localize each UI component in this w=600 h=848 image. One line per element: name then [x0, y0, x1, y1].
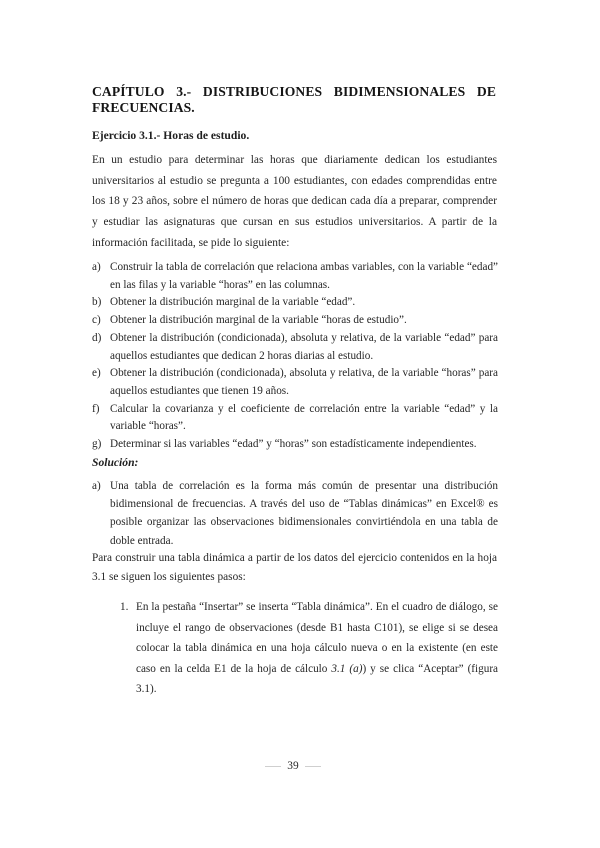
task-item-c — [92, 312, 498, 330]
list-marker: d) — [92, 331, 102, 344]
exercise-task-list — [92, 259, 498, 454]
task-item-e — [92, 365, 498, 400]
task-text: Obtener la distribución (condicionada), absoluta y relativa, de la variable “edad” para aquellos estudiantes que dedican 2 horas diarias al estudio. — [110, 331, 498, 362]
task-item-f — [92, 401, 498, 436]
page-number-value: 39 — [287, 760, 299, 772]
task-text: Obtener la distribución marginal de la variable “edad”. — [110, 296, 356, 309]
step-text-after: ) y se clica “Aceptar” (figura 3.1). — [136, 662, 499, 695]
task-item-b — [92, 294, 498, 312]
footer-rule-right — [305, 766, 321, 767]
list-marker: 1. — [120, 601, 129, 613]
task-text: Obtener la distribución (condicionada), absoluta y relativa, de la variable “horas” para aquellos estudiantes que tienen 19 años. — [110, 367, 498, 397]
page-number — [0, 760, 586, 772]
task-text: Obtener la distribución marginal de la variable “horas de estudio”. — [110, 314, 407, 327]
list-marker: e) — [92, 367, 101, 380]
list-marker: a) — [92, 261, 101, 273]
task-text: Determinar si las variables “edad” y “horas” son estadísticamente independientes. — [110, 438, 477, 451]
step-item-1 — [120, 597, 498, 700]
task-item-g — [92, 436, 498, 454]
solution-title: Solución: — [92, 456, 139, 469]
step-text-before: En la pestaña “Insertar” se inserta “Tabla dinámica”. En el cuadro de diálogo, se incluye el rango de observaciones (desde B1 hasta C101), se elige si se desea colocar la tabla dinámica en una hoja cálculo nueva o en la existente (en este caso en la celda E1 de la hoja de cálculo — [136, 601, 498, 675]
task-item-a — [92, 259, 498, 294]
task-text: Construir la tabla de correlación que relaciona ambas variables, con la variable “edad” en las filas y la variable “horas” en las columnas. — [110, 261, 498, 291]
list-marker: f) — [92, 402, 100, 415]
solution-text: Una tabla de correlación es la forma más común de presentar una distribución bidimensional de frecuencias. A través del uso de “Tablas dinámicas” en Excel® es posible organizar las observaciones bidimensionales convirtiéndola en una tabla de doble entrada. — [110, 480, 498, 547]
list-marker: g) — [92, 438, 102, 451]
solution-list — [92, 477, 498, 550]
list-marker: a) — [92, 480, 101, 492]
solution-item-a — [92, 477, 498, 550]
exercise-intro: En un estudio para determinar las horas que diariamente dedican los estudiantes universitarios al estudio se pregunta a 100 estudiantes, con edades comprendidas entre los 18 y 23 años, sobre el número de horas que dedican cada día a preparar, comprender y estudiar las asignaturas que cursan en sus estudios universitarios. A partir de la información facilitada, se pide lo siguiente: — [92, 154, 497, 249]
task-item-d — [92, 330, 498, 365]
pivot-table-intro: Para construir una tabla dinámica a partir de los datos del ejercicio contenidos en la hoja 3.1 se siguen los siguientes pasos: — [92, 552, 497, 583]
list-marker: b) — [92, 296, 102, 309]
steps-list — [120, 597, 498, 700]
exercise-title: Ejercicio 3.1.- Horas de estudio. — [92, 129, 250, 142]
sheet-reference: 3.1 (a) — [331, 662, 363, 675]
footer-rule-left — [265, 766, 281, 767]
chapter-title: CAPÍTULO 3.- DISTRIBUCIONES BIDIMENSIONALES DE FRECUENCIAS. — [92, 84, 496, 115]
list-marker: c) — [92, 314, 101, 327]
task-text: Calcular la covarianza y el coeficiente de correlación entre la variable “edad” y la variable “horas”. — [110, 402, 498, 433]
